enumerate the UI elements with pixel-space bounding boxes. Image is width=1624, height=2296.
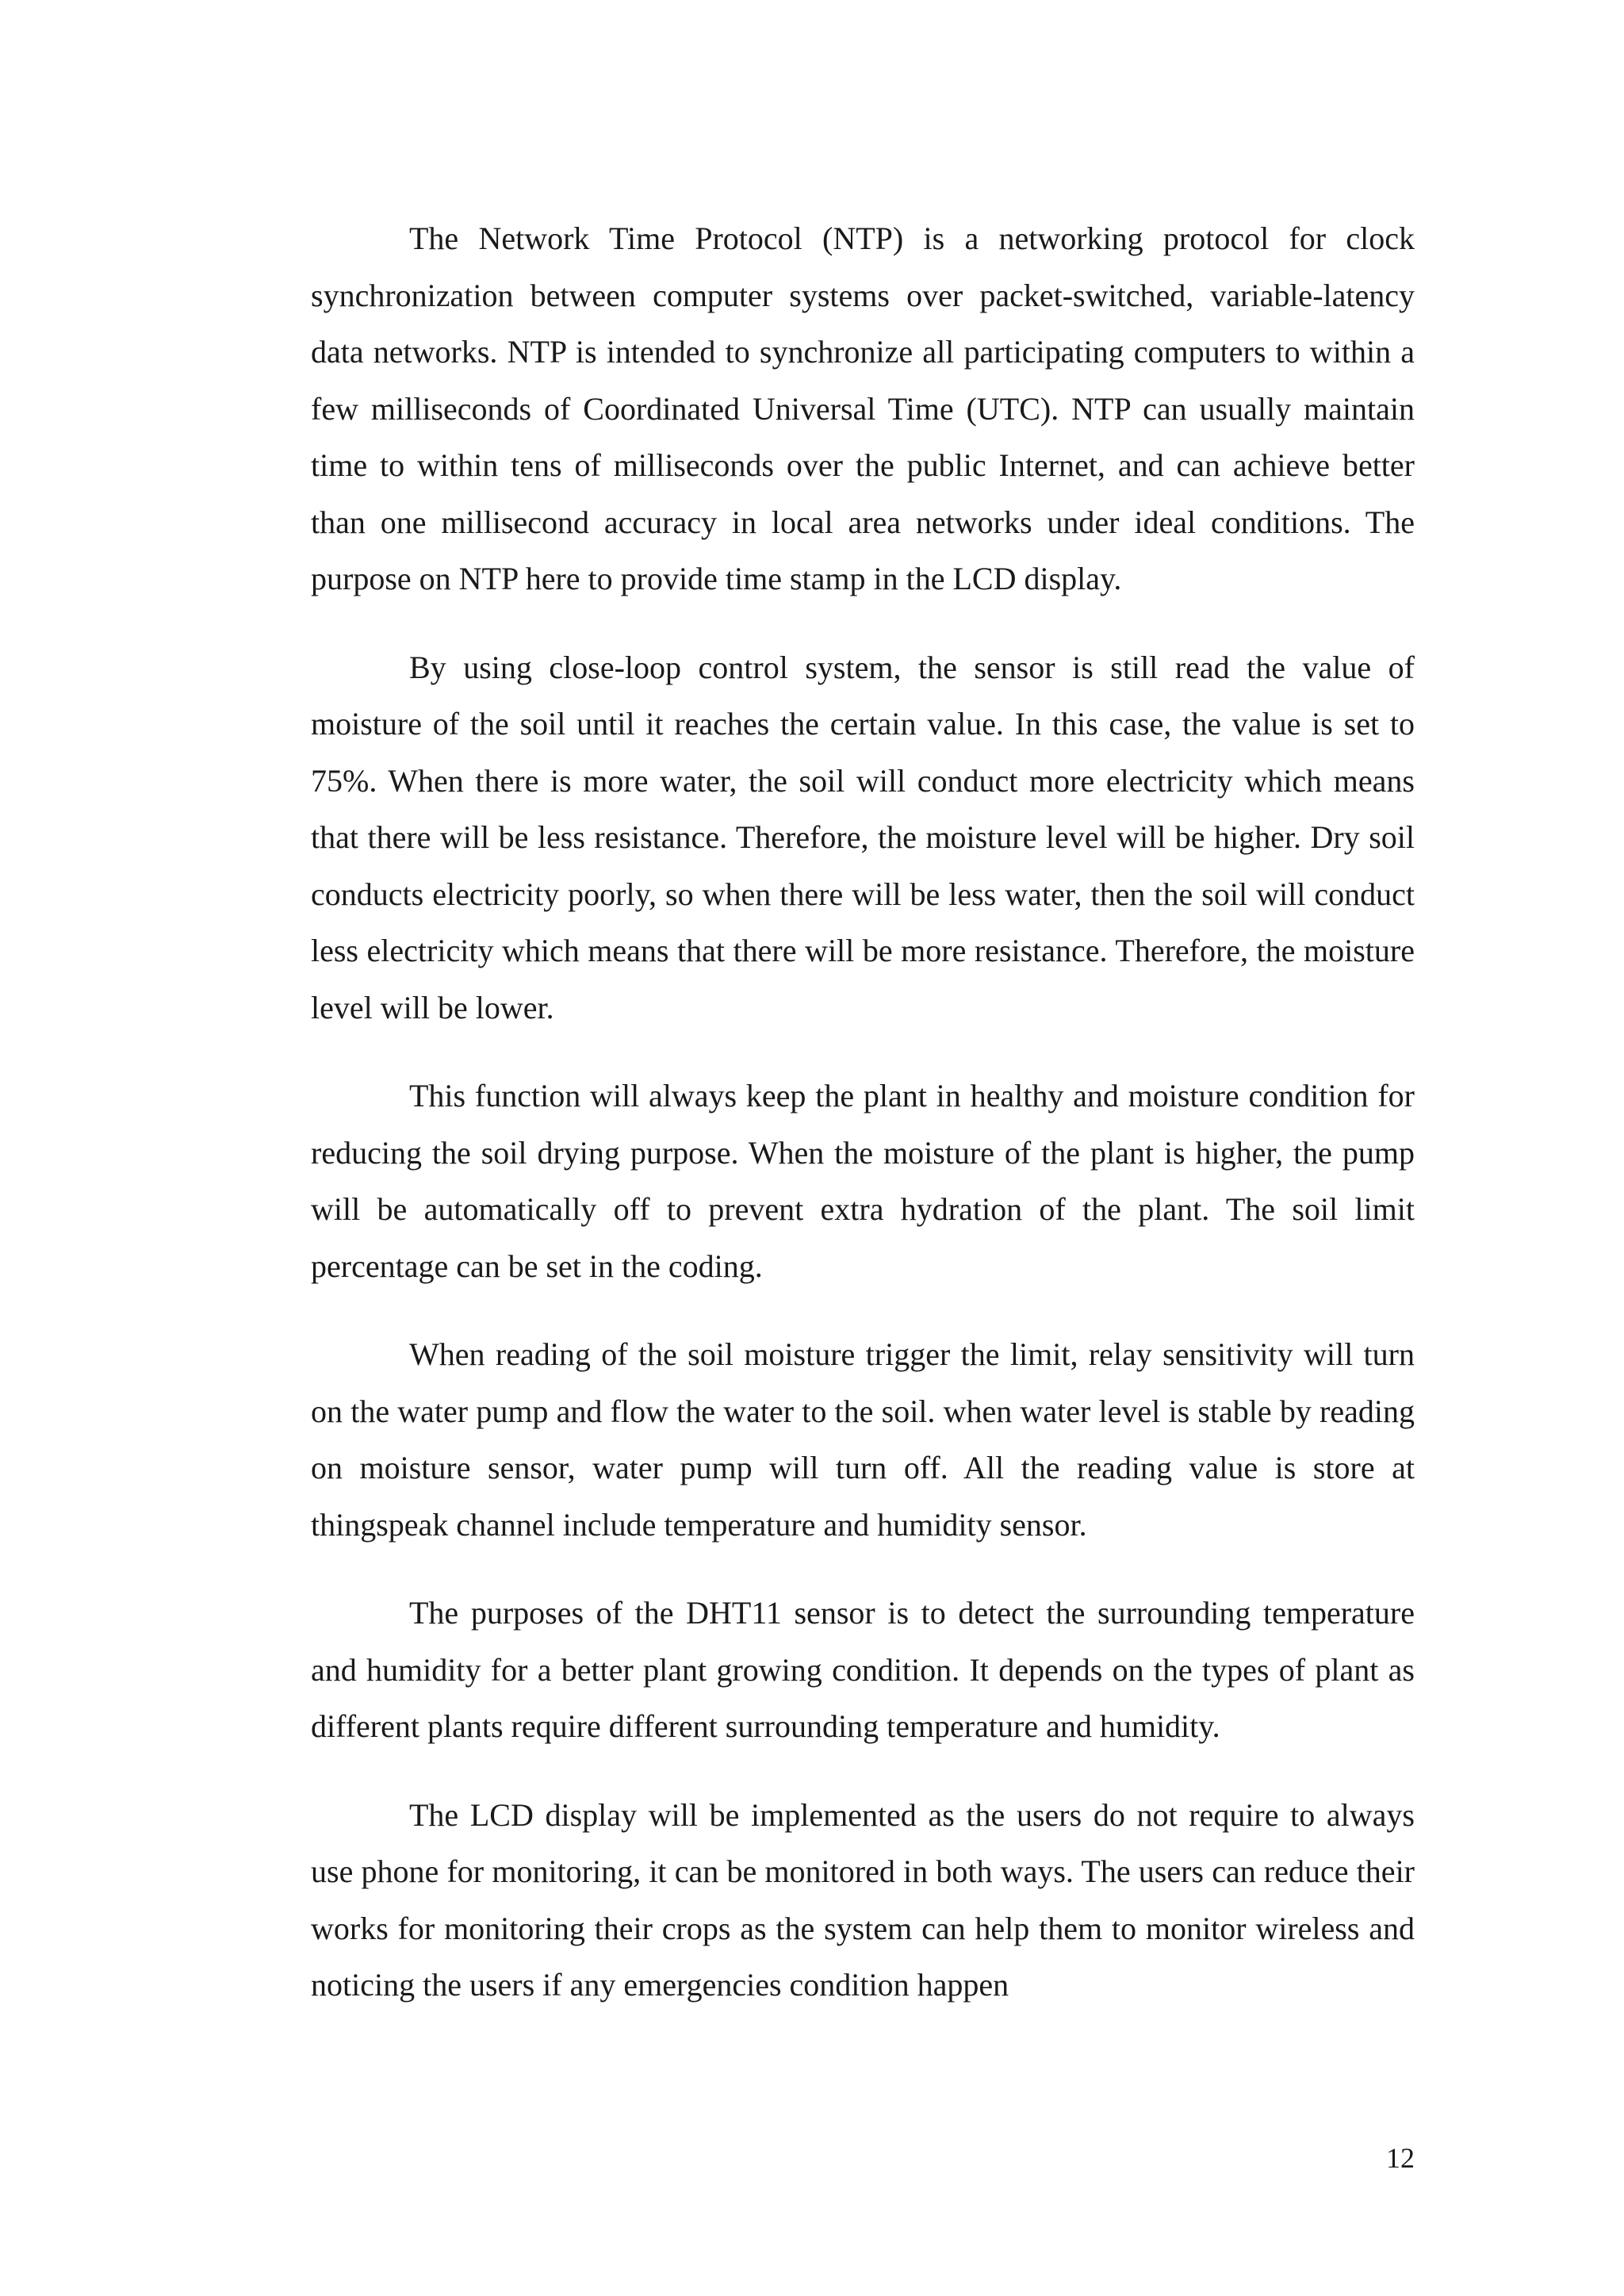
paragraph-ntp: The Network Time Protocol (NTP) is a networking protocol for clock synchronization between computer systems over packet-switched, variable-latency data networks. NTP is intended to synchronize all participating computers to within a few milliseconds of Coordinated Universal Time (UTC). NTP can usually maintain time to within tens of milliseconds over the public Internet, and can achieve better than one millisecond accuracy in local area networks under ideal conditions. The purpose on NTP here to provide time stamp in the LCD display.	[311, 220, 1415, 596]
paragraph-lcd-display: The LCD display will be implemented as the users do not require to always use phone for monitoring, it can be monitored in both ways. The users can reduce their works for monitoring their crops as the system can help them to monitor wireless and noticing the users if any emergencies condition happen	[311, 1796, 1415, 2003]
page-number: 12	[1386, 2142, 1415, 2174]
paragraph-dht11-sensor: The purposes of the DHT11 sensor is to detect the surrounding temperature and humidity for a better plant growing condition. It depends on the types of plant as different plants require different surrounding temperature and humidity.	[311, 1595, 1415, 1744]
body-text	[311, 210, 1415, 2045]
paragraph-moisture-function: This function will always keep the plant in healthy and moisture condition for reducing the soil drying purpose. When the moisture of the plant is higher, the pump will be automatically off to prevent extra hydration of the plant. The soil limit percentage can be set in the coding.	[311, 1078, 1415, 1284]
paragraph-soil-moisture-trigger: When reading of the soil moisture trigger the limit, relay sensitivity will turn on the water pump and flow the water to the soil. when water level is stable by reading on moisture sensor, water pump will turn off. All the reading value is store at thingspeak channel include temperature and humidity sensor.	[311, 1336, 1415, 1543]
paragraph-close-loop-control: By using close-loop control system, the sensor is still read the value of moisture of the soil until it reaches the certain value. In this case, the value is set to 75%. When there is more water, the soil will conduct more electricity which means that there will be less resistance. Therefore, the moisture level will be higher. Dry soil conducts electricity poorly, so when there will be less water, then the soil will conduct less electricity which means that there will be more resistance. Therefore, the moisture level will be lower.	[311, 649, 1415, 1025]
